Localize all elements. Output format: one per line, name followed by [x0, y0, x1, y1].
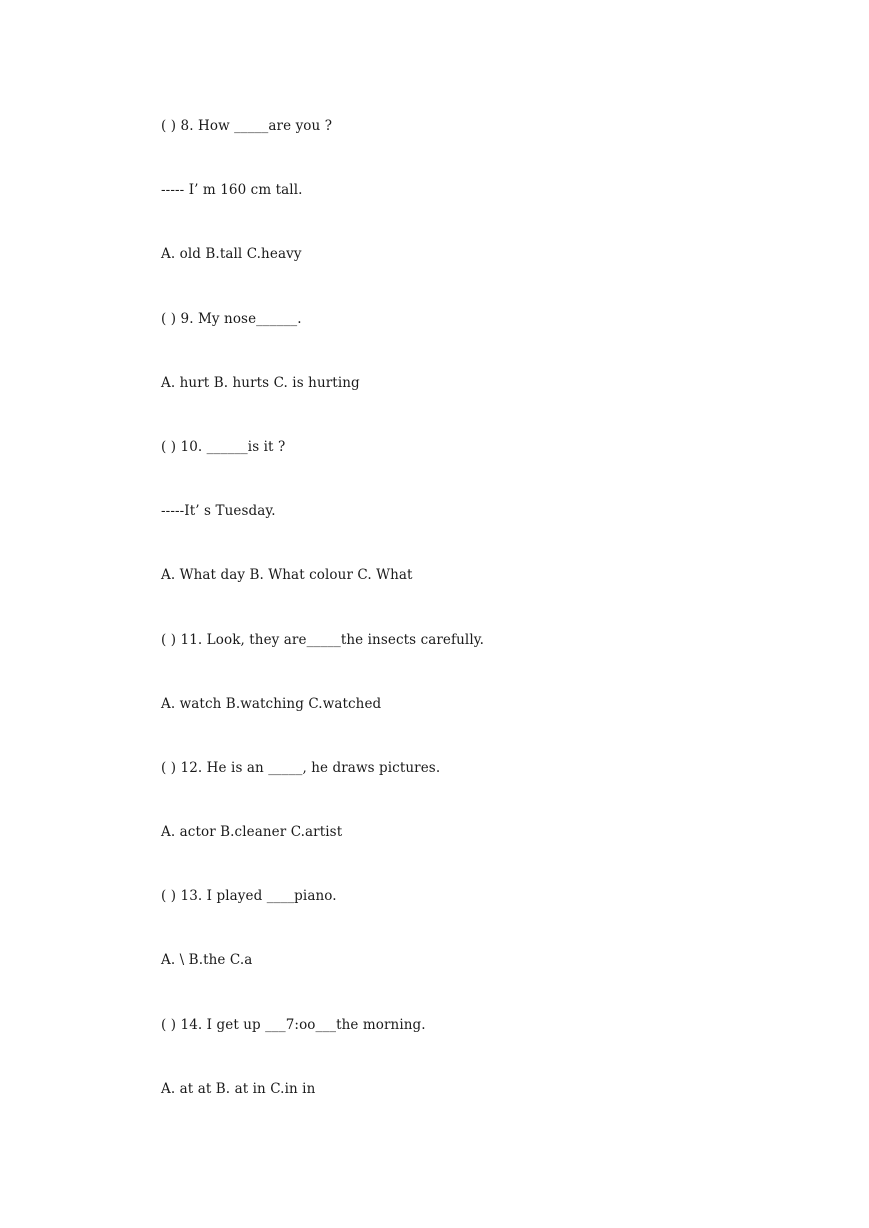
question-13-options: A. \ B.the C.a — [161, 952, 253, 969]
question-14-prompt: ( ) 14. I get up ___7:oo___the morning. — [161, 1016, 426, 1033]
question-11-options: A. watch B.watching C.watched — [161, 695, 382, 712]
question-12-options: A. actor B.cleaner C.artist — [161, 824, 343, 841]
question-8-prompt: ( ) 8. How _____are you ? — [161, 118, 333, 134]
question-8-response: ----- I’ m 160 cm tall. — [161, 182, 303, 199]
question-13-prompt: ( ) 13. I played ____piano. — [161, 888, 337, 905]
question-8-options: A. old B.tall C.heavy — [161, 246, 302, 263]
question-10-options: A. What day B. What colour C. What — [161, 567, 413, 584]
question-list — [161, 116, 484, 1143]
question-9-prompt: ( ) 9. My nose______. — [161, 310, 302, 327]
question-14-options: A. at at B. at in C.in in — [161, 1080, 316, 1097]
question-9-options: A. hurt B. hurts C. is hurting — [161, 374, 360, 391]
question-10-prompt: ( ) 10. ______is it ? — [161, 438, 286, 455]
question-12-prompt: ( ) 12. He is an _____, he draws pictures. — [161, 759, 441, 776]
question-10-response: -----It’ s Tuesday. — [161, 503, 276, 520]
question-11-prompt: ( ) 11. Look, they are_____the insects carefully. — [161, 631, 485, 648]
